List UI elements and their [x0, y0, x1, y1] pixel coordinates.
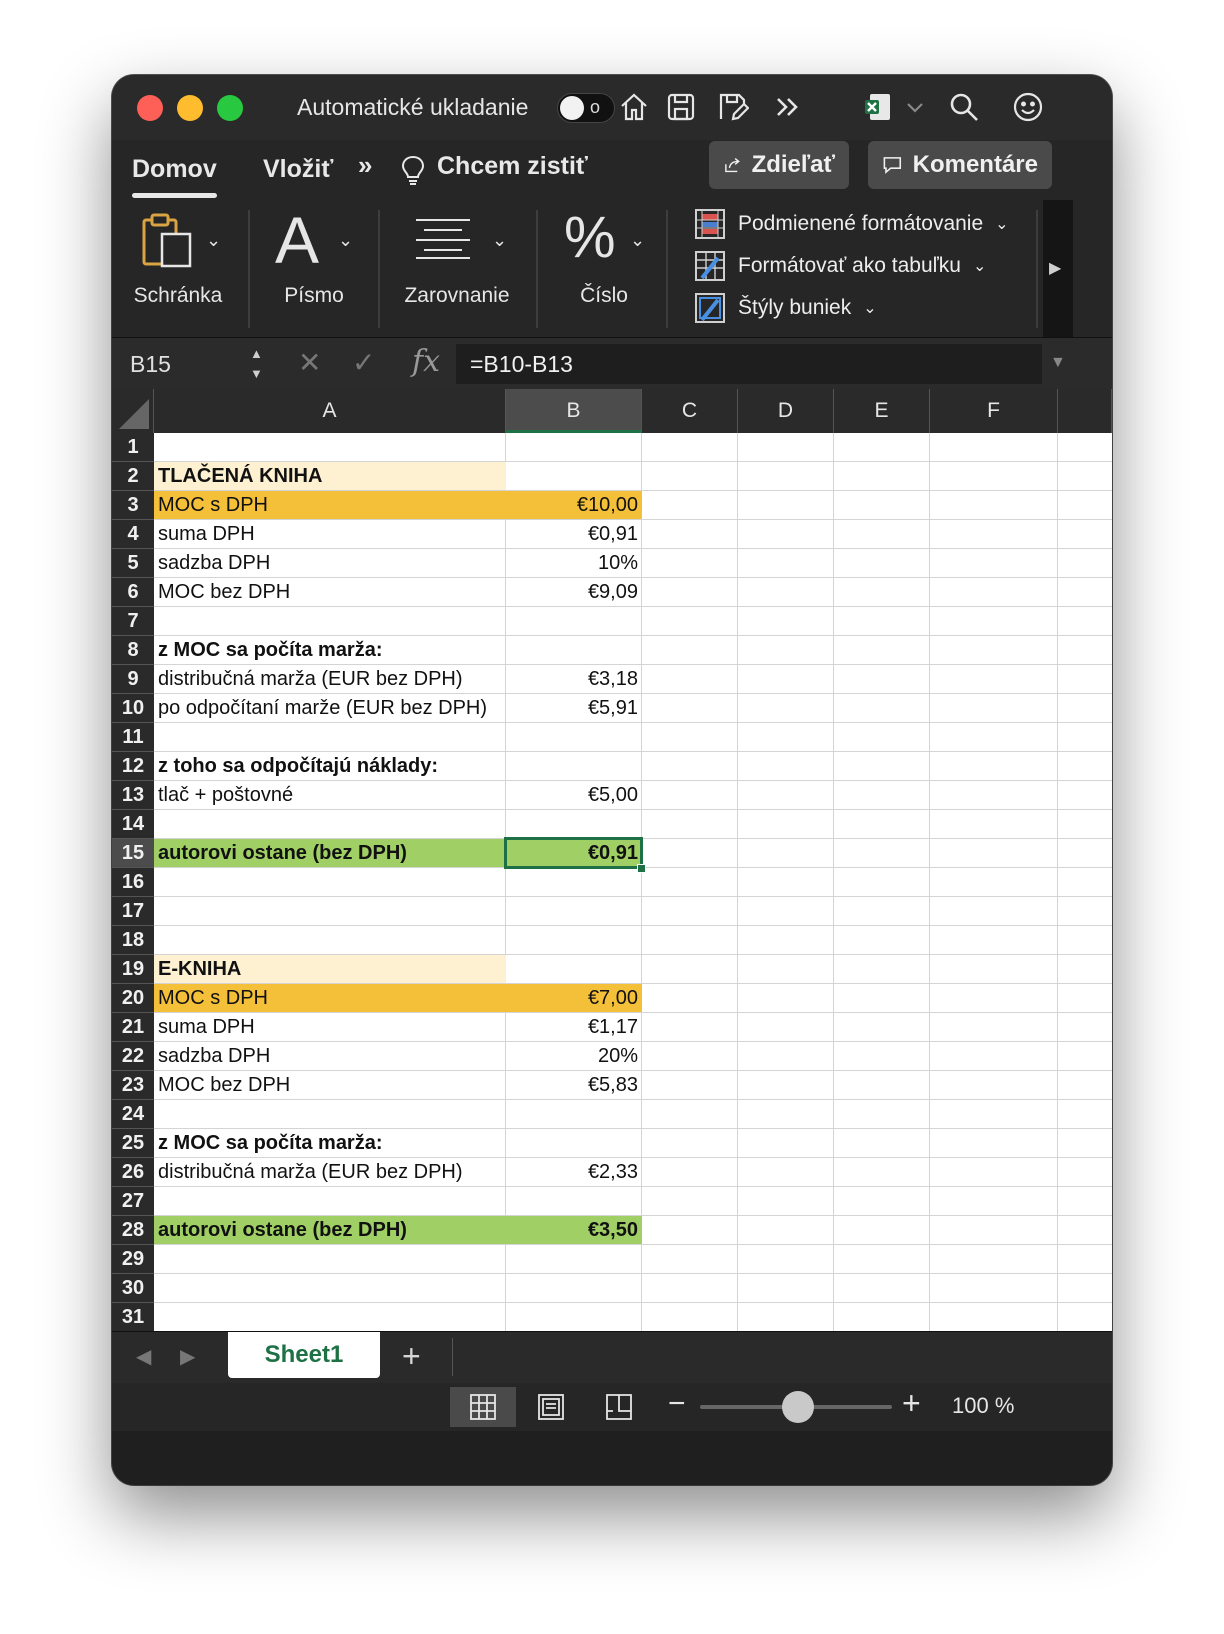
cell-b20[interactable]: €7,00	[506, 984, 642, 1013]
tabs-overflow-button[interactable]: »	[358, 150, 373, 180]
cell-styles-label: Štýly buniek	[738, 296, 852, 319]
cell-a21[interactable]: suma DPH	[158, 1016, 255, 1038]
page-break-icon	[605, 1393, 633, 1421]
cell-b1[interactable]	[506, 433, 642, 462]
chevron-down-icon: ⌄	[995, 216, 1009, 233]
expand-formula-bar-icon[interactable]: ▼	[1050, 354, 1066, 371]
normal-view-button[interactable]	[450, 1387, 516, 1427]
cell-a29[interactable]	[154, 1245, 506, 1274]
page-break-view-button[interactable]	[586, 1387, 652, 1427]
cell-a18[interactable]	[154, 926, 506, 955]
font-label: Písmo	[284, 284, 344, 307]
toggle-knob	[560, 96, 584, 120]
cell-a14[interactable]	[154, 810, 506, 839]
zoom-window-button[interactable]	[217, 95, 243, 121]
conditional-formatting-button[interactable]	[694, 206, 1009, 242]
comments-button[interactable]	[868, 141, 1052, 189]
align-icon	[414, 216, 472, 260]
ribbon	[112, 200, 1112, 337]
close-window-button[interactable]	[137, 95, 163, 121]
cell-b30[interactable]	[506, 1274, 642, 1303]
zoom-out-button[interactable]: −	[668, 1387, 686, 1420]
divider	[452, 1338, 453, 1376]
row-header[interactable]: 21	[112, 1013, 154, 1042]
row-header[interactable]: 25	[112, 1129, 154, 1158]
format-as-table-icon	[694, 250, 726, 282]
lightbulb-icon	[400, 154, 426, 191]
add-sheet-button[interactable]: +	[402, 1338, 421, 1374]
number-label: Číslo	[580, 284, 628, 307]
row-header[interactable]: 1	[112, 433, 154, 462]
cell-b25[interactable]	[506, 1129, 642, 1158]
next-sheet-icon[interactable]: ▶	[180, 1346, 196, 1368]
cell-a2[interactable]: TLAČENÁ KNIHA	[154, 462, 506, 491]
comments-label: Komentáre	[912, 151, 1038, 178]
row-header[interactable]: 11	[112, 723, 154, 752]
cell-a22[interactable]: sadzba DPH	[158, 1045, 271, 1067]
name-box-stepper-icon[interactable]: ▲ ▼	[250, 346, 263, 381]
chevron-down-icon: ⌄	[338, 230, 354, 250]
cell-a27[interactable]	[154, 1187, 506, 1216]
confirm-icon[interactable]: ✓	[352, 347, 376, 378]
row-header[interactable]: 16	[112, 868, 154, 897]
save-icon[interactable]	[663, 89, 699, 125]
row-header[interactable]: 15	[112, 839, 154, 868]
format-as-table-label: Formátovať ako tabuľku	[738, 254, 961, 277]
row-header[interactable]: 23	[112, 1071, 154, 1100]
chevron-down-icon[interactable]	[897, 89, 933, 125]
feedback-smiley-icon[interactable]	[1010, 89, 1046, 125]
row-header[interactable]: 12	[112, 752, 154, 781]
chevron-down-icon: ⌄	[863, 300, 877, 317]
cell-b13[interactable]: €5,00	[587, 784, 638, 806]
cell-a10[interactable]: po odpočítaní marže (EUR bez DPH)	[158, 697, 488, 719]
gridline	[1057, 433, 1058, 1331]
share-icon	[723, 152, 742, 178]
alignment-group[interactable]	[382, 200, 532, 337]
formula-bar	[112, 337, 1112, 389]
chevron-down-icon: ⌄	[630, 230, 646, 250]
cell-a9[interactable]: distribučná marža (EUR bez DPH)	[158, 668, 463, 690]
cell-a23[interactable]: MOC bez DPH	[158, 1074, 291, 1096]
cell-b2[interactable]	[506, 462, 642, 491]
cell-b11[interactable]	[506, 723, 642, 752]
cell-a4[interactable]: suma DPH	[158, 523, 255, 545]
tab-insert[interactable]: Vložiť	[263, 155, 334, 183]
gridline	[737, 433, 738, 1331]
chevron-down-icon: ⌄	[206, 230, 222, 250]
clipboard-group[interactable]	[112, 200, 244, 337]
cell-b10[interactable]: €5,91	[587, 697, 638, 719]
row-header[interactable]: 18	[112, 926, 154, 955]
cell-b23[interactable]: €5,83	[587, 1074, 638, 1096]
excel-window	[112, 75, 1112, 1485]
row-header[interactable]: 19	[112, 955, 154, 984]
row-header[interactable]: 29	[112, 1245, 154, 1274]
row-header[interactable]: 9	[112, 665, 154, 694]
cell-a5[interactable]: sadzba DPH	[158, 552, 271, 574]
search-icon[interactable]	[946, 89, 982, 125]
gridline	[929, 433, 930, 1331]
cell-b9[interactable]: €3,18	[587, 668, 638, 690]
cell-a6[interactable]: MOC bez DPH	[158, 581, 291, 603]
sheet-tab[interactable]: Sheet1	[228, 1332, 380, 1378]
save-as-icon[interactable]	[715, 89, 751, 125]
format-as-table-button[interactable]	[694, 248, 986, 284]
column-header-d[interactable]: D	[738, 389, 834, 433]
active-cell-border	[504, 837, 643, 869]
cell-a24[interactable]	[154, 1100, 506, 1129]
cell-b28[interactable]: €3,50	[506, 1216, 642, 1245]
chevron-down-icon: ⌄	[972, 258, 987, 275]
home-icon[interactable]	[616, 89, 652, 125]
cell-b4[interactable]: €0,91	[587, 523, 638, 545]
cell-a16[interactable]	[154, 868, 506, 897]
cell-a28[interactable]: autorovi ostane (bez DPH)	[154, 1216, 506, 1245]
cancel-icon[interactable]: ✕	[298, 347, 322, 378]
tell-me-field[interactable]: Chcem zistiť	[437, 152, 588, 180]
tab-home[interactable]: Domov	[132, 152, 217, 186]
row-header[interactable]: 27	[112, 1187, 154, 1216]
cell-a19[interactable]: E-KNIHA	[154, 955, 506, 984]
row-header[interactable]: 3	[112, 491, 154, 520]
cell-styles-button[interactable]	[694, 290, 877, 326]
cell-a1[interactable]	[154, 433, 506, 462]
alignment-label: Zarovnanie	[404, 284, 510, 307]
column-header-e[interactable]: E	[834, 389, 930, 433]
cell-a7[interactable]	[154, 607, 506, 636]
row-header[interactable]: 8	[112, 636, 154, 665]
cell-b29[interactable]	[506, 1245, 642, 1274]
cell-a30[interactable]	[154, 1274, 506, 1303]
cell-b7[interactable]	[506, 607, 642, 636]
cell-b31[interactable]	[506, 1303, 642, 1331]
font-group[interactable]	[252, 200, 376, 337]
sheet-tabs-bar	[112, 1331, 1112, 1383]
autosave-state: o	[590, 97, 601, 117]
cell-b17[interactable]	[506, 897, 642, 926]
insert-function-icon[interactable]: fx	[412, 344, 441, 379]
cell-b19[interactable]	[506, 955, 642, 984]
row-header[interactable]: 4	[112, 520, 154, 549]
status-bar	[112, 1383, 1112, 1431]
cell-a12[interactable]: z toho sa odpočítajú náklady:	[158, 755, 439, 777]
number-group[interactable]	[540, 200, 668, 337]
cell-b16[interactable]	[506, 868, 642, 897]
cell-a17[interactable]	[154, 897, 506, 926]
row-header[interactable]: 22	[112, 1042, 154, 1071]
row-header[interactable]: 2	[112, 462, 154, 491]
conditional-formatting-label: Podmienené formátovanie	[738, 212, 984, 235]
more-commands-icon[interactable]	[770, 89, 806, 125]
cell-b26[interactable]: €2,33	[587, 1161, 638, 1183]
autosave-toggle[interactable]	[557, 93, 615, 123]
cell-a13[interactable]: tlač + poštovné	[158, 784, 294, 806]
page-layout-view-button[interactable]	[518, 1387, 584, 1427]
column-header-a[interactable]: A	[154, 389, 506, 433]
zoom-slider-handle[interactable]	[782, 1391, 814, 1423]
title-bar	[112, 75, 1112, 140]
cell-b14[interactable]	[506, 810, 642, 839]
cell-b5[interactable]: 10%	[597, 552, 638, 574]
cell-b6[interactable]: €9,09	[587, 581, 638, 603]
conditional-formatting-icon	[694, 208, 726, 240]
column-header-b[interactable]: B	[506, 389, 642, 433]
column-header-f[interactable]: F	[930, 389, 1058, 433]
gridline	[833, 433, 834, 1331]
percent-icon: %	[564, 205, 616, 270]
row-header[interactable]: 20	[112, 984, 154, 1013]
previous-sheet-icon[interactable]: ◀	[136, 1346, 152, 1368]
ribbon-scroll-button[interactable]	[1043, 200, 1073, 337]
row-header[interactable]: 26	[112, 1158, 154, 1187]
column-header-overflow[interactable]	[1058, 389, 1112, 433]
paste-icon	[140, 212, 196, 270]
row-header[interactable]: 17	[112, 897, 154, 926]
row-header[interactable]: 7	[112, 607, 154, 636]
row-header[interactable]: 5	[112, 549, 154, 578]
row-header[interactable]: 6	[112, 578, 154, 607]
zoom-in-button[interactable]: +	[902, 1385, 921, 1421]
cell-b27[interactable]	[506, 1187, 642, 1216]
name-box[interactable]: B15	[130, 351, 171, 377]
zoom-level: 100 %	[952, 1393, 1015, 1418]
spreadsheet-grid[interactable]	[112, 389, 1112, 1331]
cell-b3[interactable]: €10,00	[506, 491, 642, 520]
chevron-right-icon: ▶	[1049, 260, 1062, 277]
minimize-window-button[interactable]	[177, 95, 203, 121]
row-header[interactable]: 30	[112, 1274, 154, 1303]
row-header[interactable]: 10	[112, 694, 154, 723]
cell-a3[interactable]: MOC s DPH	[154, 491, 506, 520]
row-header[interactable]: 13	[112, 781, 154, 810]
font-icon: A	[275, 203, 320, 277]
cell-b21[interactable]: €1,17	[587, 1016, 638, 1038]
cell-a25[interactable]: z MOC sa počíta marža:	[158, 1132, 383, 1154]
grid-view-icon	[469, 1393, 497, 1421]
cell-b8[interactable]	[506, 636, 642, 665]
cell-b24[interactable]	[506, 1100, 642, 1129]
cell-a15[interactable]: autorovi ostane (bez DPH)	[154, 839, 506, 868]
row-header[interactable]: 31	[112, 1303, 154, 1331]
column-header-c[interactable]: C	[642, 389, 738, 433]
row-header[interactable]: 28	[112, 1216, 154, 1245]
ribbon-divider	[1036, 210, 1038, 328]
ribbon-divider	[666, 210, 668, 328]
cell-a31[interactable]	[154, 1303, 506, 1331]
page-layout-icon	[537, 1393, 565, 1421]
select-all-button[interactable]	[112, 389, 154, 433]
clipboard-label: Schránka	[133, 284, 223, 307]
cell-a11[interactable]	[154, 723, 506, 752]
share-label: Zdieľať	[751, 151, 835, 178]
row-header[interactable]: 24	[112, 1100, 154, 1129]
share-button[interactable]	[709, 141, 849, 189]
chevron-down-icon: ⌄	[492, 230, 508, 250]
row-header[interactable]: 14	[112, 810, 154, 839]
cell-a8[interactable]: z MOC sa počíta marža:	[158, 639, 383, 661]
cell-b22[interactable]: 20%	[597, 1045, 638, 1067]
ribbon-divider	[536, 210, 538, 328]
cell-b15[interactable]: €0,91	[506, 839, 642, 868]
cell-a20[interactable]: MOC s DPH	[154, 984, 506, 1013]
autosave-label: Automatické ukladanie	[297, 94, 529, 120]
ribbon-divider	[248, 210, 250, 328]
formula-input[interactable]: =B10-B13	[456, 344, 1042, 384]
cell-a26[interactable]: distribučná marža (EUR bez DPH)	[158, 1161, 463, 1183]
ribbon-divider	[378, 210, 380, 328]
cell-b18[interactable]	[506, 926, 642, 955]
cell-b12[interactable]	[506, 752, 642, 781]
excel-app-icon[interactable]	[860, 89, 896, 125]
cell-styles-icon	[694, 292, 726, 324]
comment-icon	[882, 152, 903, 178]
